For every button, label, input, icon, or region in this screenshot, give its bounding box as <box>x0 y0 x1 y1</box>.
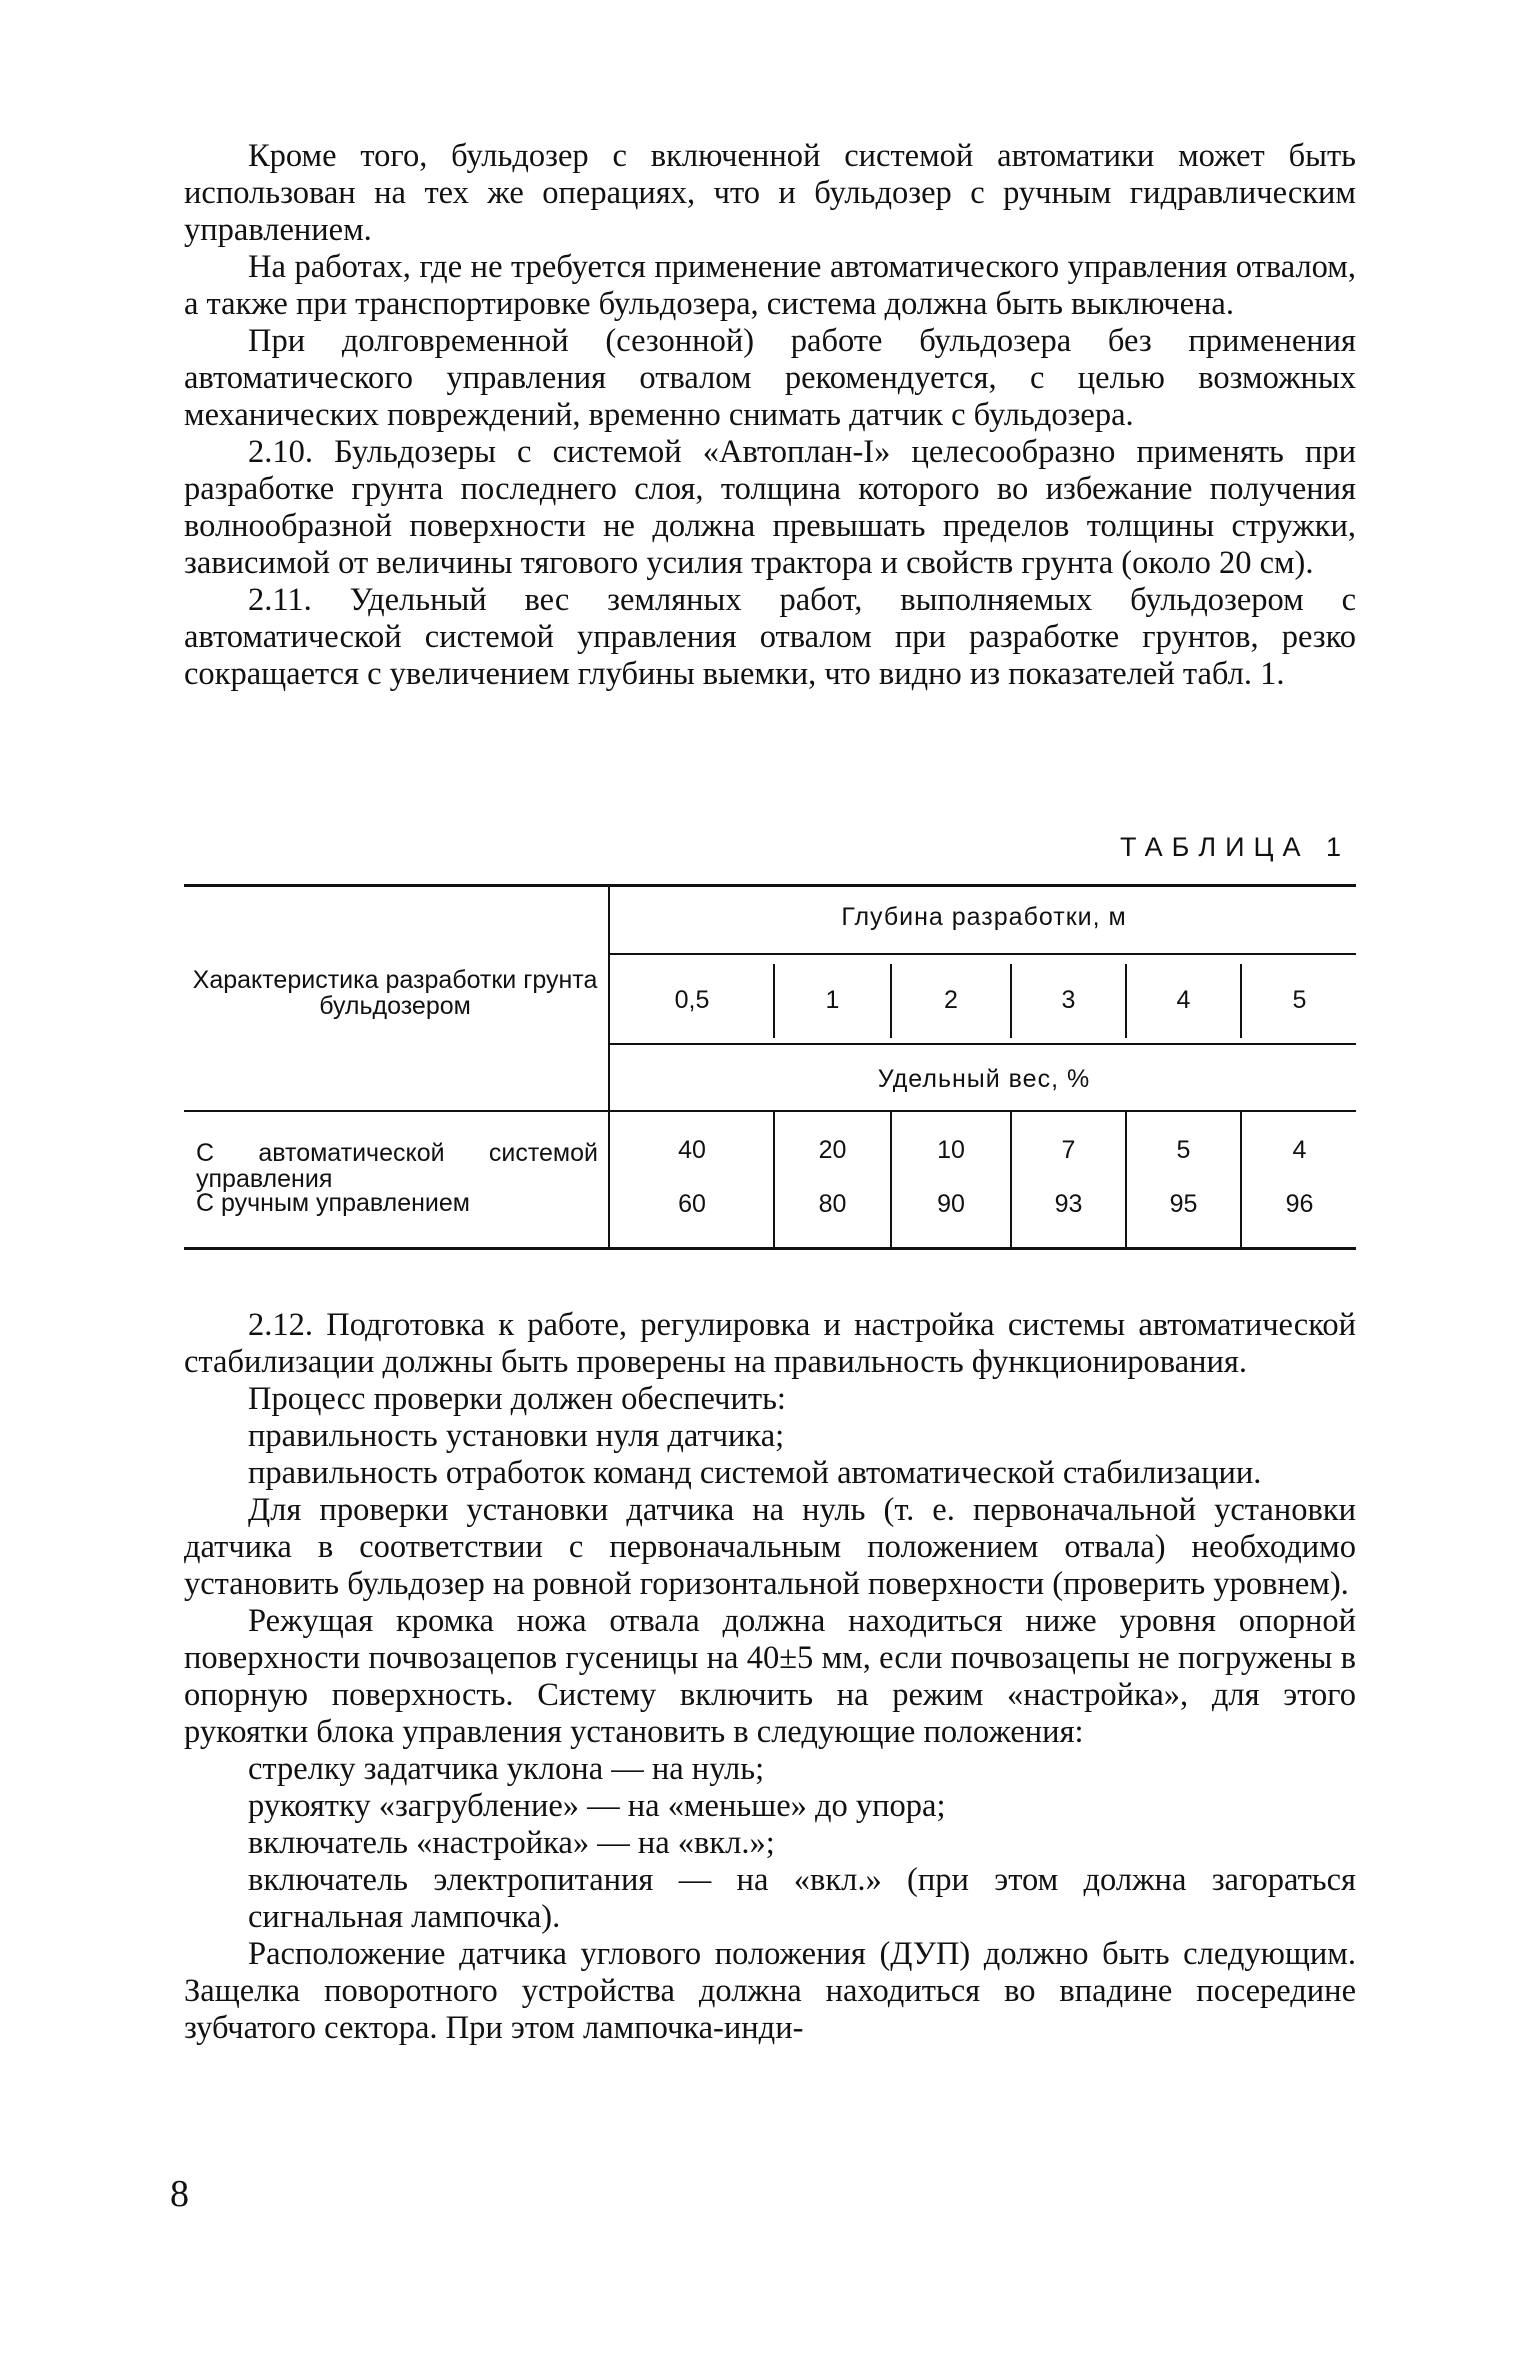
list-item: включатель «настройка» — на «вкл.»; <box>248 1825 775 1861</box>
table-cell: 96 <box>1285 1190 1314 1218</box>
page-number: 8 <box>170 2173 189 2215</box>
share-header: Удельный вес, % <box>877 1065 1091 1093</box>
paragraph: Кроме того, бульдозер с включенной системой автоматики может быть использован на тех же операциях, что и бульдозер с ручным гидравлическим управлением. <box>184 138 1356 248</box>
table-bottom-rule <box>184 1247 1356 1250</box>
list-item: включатель электропитания — на «вкл.» (при этом должна загораться сигнальная лампочка). <box>248 1862 1356 1935</box>
row-label: С автоматической системой управления <box>196 1139 598 1193</box>
row-header-cell: Характеристика разработки грунта бульдозером <box>192 966 598 1020</box>
text-block-top <box>184 138 1356 693</box>
table-cell: 93 <box>1054 1190 1083 1218</box>
paragraph: 2.12. Подготовка к работе, регулировка и настройка системы автоматической стабилизации должны быть проверены на правильность функционирования. <box>184 1307 1356 1380</box>
list-item: стрелку задатчика уклона — на нуль; <box>248 1751 765 1787</box>
paragraph: Для проверки установки датчика на нуль (т. е. первоначальной установки датчика в соответствии с первоначальным положением отвала) необходимо установить бульдозер на ровной горизонтальной поверхности (проверить уровнем). <box>184 1492 1356 1602</box>
row-label: С ручным управлением <box>196 1189 470 1217</box>
text-block-bottom <box>184 1307 1356 2047</box>
paragraph: 2.11. Удельный вес земляных работ, выполняемых бульдозером с автоматической системой управления отвалом при разработке грунтов, резко сокращается с увеличением глубины выемки, что видно из показателей табл. 1. <box>184 582 1356 692</box>
table-rule <box>610 1043 1356 1045</box>
table-cell: 5 <box>1176 1136 1191 1164</box>
depth-cell: 1 <box>825 986 840 1014</box>
table-rule <box>184 1110 1356 1112</box>
table-column-rule <box>890 1112 892 1247</box>
table-column-rule <box>773 1112 775 1247</box>
table-cell: 40 <box>678 1136 706 1164</box>
paragraph: Расположение датчика углового положения (ДУП) должно быть следующим. Защелка поворотного устройства должна находиться во впадине посередине зубчатого сектора. При этом лампочка-инди- <box>184 1936 1356 2046</box>
table-title: ТАБЛИЦА 1 <box>1120 832 1350 862</box>
table-cell: 90 <box>937 1190 965 1218</box>
list-item: рукоятку «загрубление» — на «меньше» до упора; <box>248 1788 946 1824</box>
paragraph: правильность установки нуля датчика; <box>248 1418 785 1454</box>
table-cell: 20 <box>818 1136 847 1164</box>
depth-cell: 3 <box>1061 986 1076 1014</box>
table-cell: 80 <box>818 1190 847 1218</box>
depth-header: Глубина разработки, м <box>841 903 1127 931</box>
table-column-rule <box>1240 1112 1242 1247</box>
depth-cell: 0,5 <box>674 986 710 1014</box>
table-top-rule <box>184 884 1356 887</box>
table-cell: 7 <box>1061 1136 1076 1164</box>
table-column-rule <box>1010 1112 1012 1247</box>
table-cell: 10 <box>937 1136 965 1164</box>
table-column-rule <box>890 964 892 1038</box>
table-column-rule <box>1125 1112 1127 1247</box>
table-cell: 60 <box>678 1190 706 1218</box>
depth-cell: 5 <box>1292 986 1307 1014</box>
paragraph: правильность отработок команд системой автоматической стабилизации. <box>248 1455 1262 1491</box>
table-column-rule <box>773 964 775 1038</box>
table-cell: 95 <box>1169 1190 1198 1218</box>
table-cell: 4 <box>1292 1136 1307 1164</box>
depth-cell: 4 <box>1176 986 1191 1014</box>
paragraph: При долговременной (сезонной) работе бульдозера без применения автоматического управления отвалом рекомендуется, с целью возможных механических повреждений, временно снимать датчик с бульдозера. <box>184 323 1356 433</box>
table-column-rule <box>1125 964 1127 1038</box>
table-column-rule <box>1010 964 1012 1038</box>
paragraph: Режущая кромка ножа отвала должна находиться ниже уровня опорной поверхности почвозацепов гусеницы на 40±5 мм, если почвозацепы не погружены в опорную поверхность. Систему включить на режим «настройка», для этого рукоятки блока управления установить в следующие положения: <box>184 1603 1356 1750</box>
table-column-rule <box>608 886 610 1248</box>
table-column-rule <box>1240 964 1242 1038</box>
depth-cell: 2 <box>944 986 958 1014</box>
paragraph: Процесс проверки должен обеспечить: <box>248 1381 786 1417</box>
paragraph: На работах, где не требуется применение автоматического управления отвалом, а также при транспортировке бульдозера, система должна быть выключена. <box>184 249 1356 322</box>
paragraph: 2.10. Бульдозеры с системой «Автоплан-I» целесообразно применять при разработке грунта последнего слоя, толщина которого во избежание получения волнообразной поверхности не должна превышать пределов толщины стружки, зависимой от величины тягового усилия трактора и свойств грунта (около 20 см). <box>184 434 1356 581</box>
table-rule <box>610 953 1356 955</box>
